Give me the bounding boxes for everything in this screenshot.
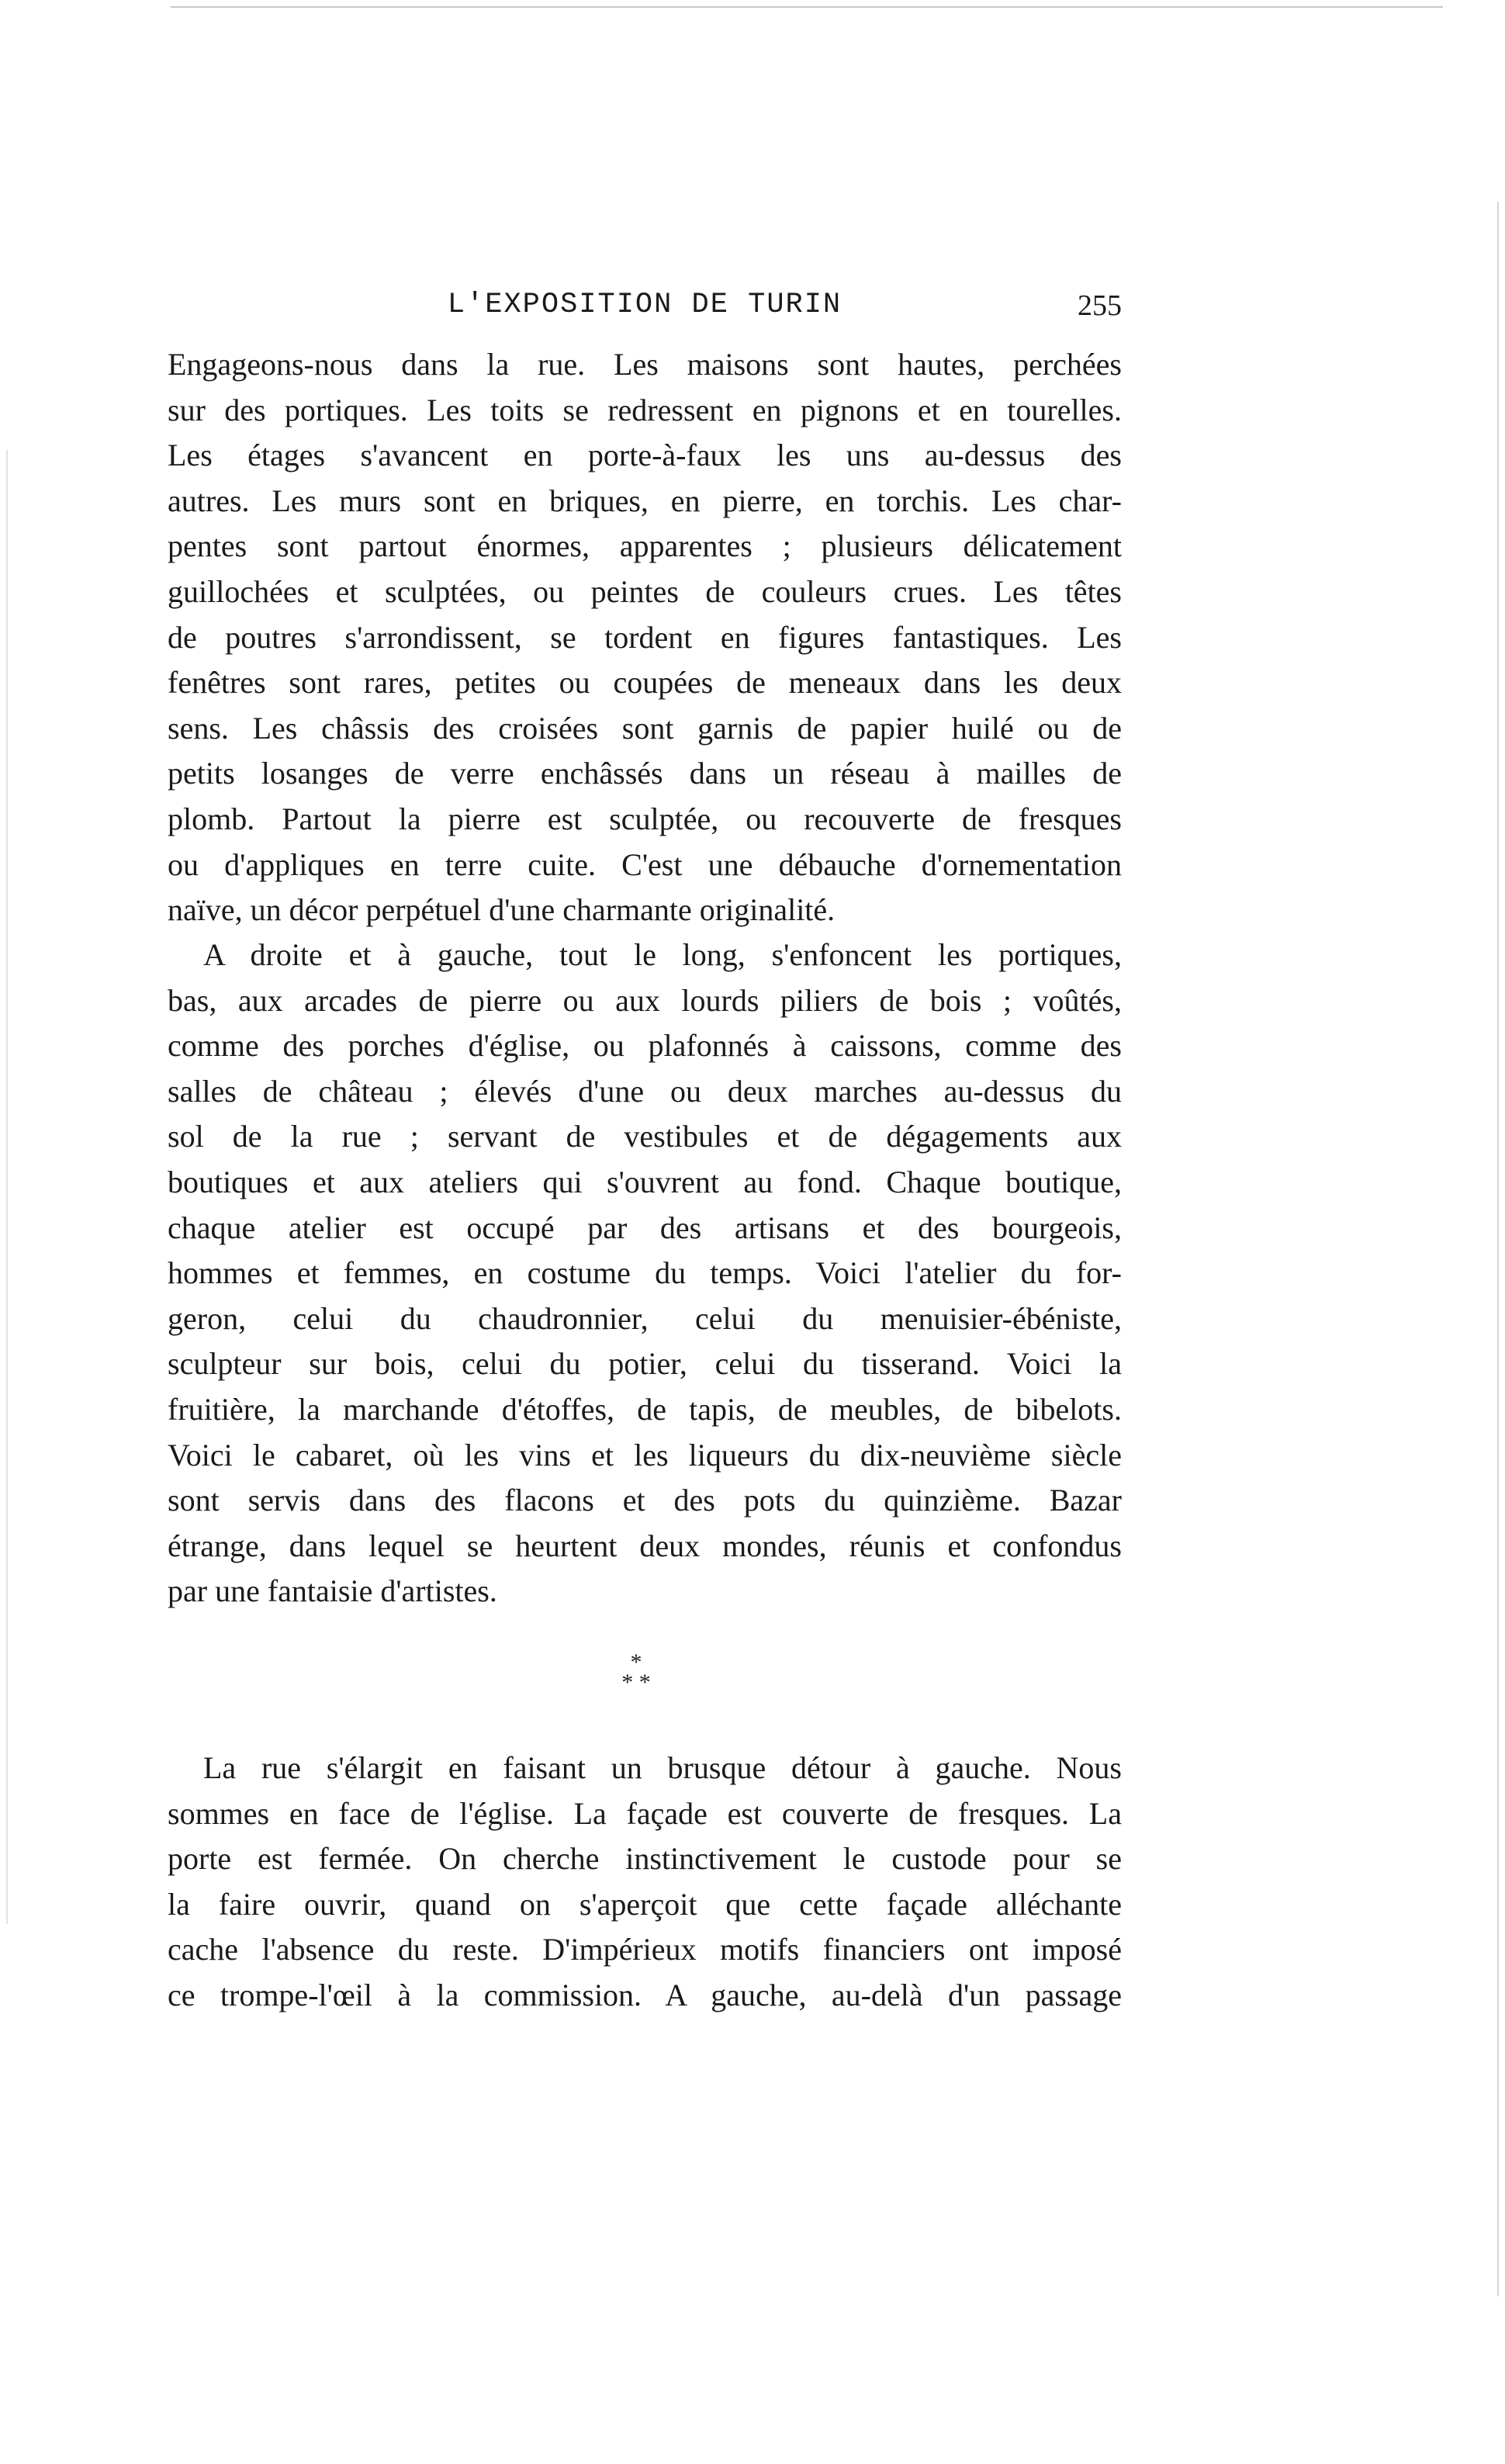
scan-edge-right — [1497, 202, 1499, 2296]
text-line: étrange, dans lequel se heurtent deux mondes, réunis et confondus — [168, 1528, 1122, 1563]
scan-edge-top — [171, 6, 1443, 8]
text-line: A droite et à gauche, tout le long, s'enfoncent les portiques, — [203, 937, 1122, 972]
text-line: sens. Les châssis des croisées sont garnis de papier huilé ou de — [168, 710, 1122, 746]
text-line: la faire ouvrir, quand on s'aperçoit que cette façade alléchante — [168, 1886, 1122, 1922]
asterism-bottom: * * — [621, 1670, 651, 1695]
text-line: sol de la rue ; servant de vestibules et de dégagements aux — [168, 1119, 1122, 1154]
text-line: ou d'appliques en terre cuite. C'est une débauche d'ornementation — [168, 846, 1122, 882]
text-line: La rue s'élargit en faisant un brusque détour à gauche. Nous — [203, 1750, 1122, 1785]
text-line: bas, aux arcades de pierre ou aux lourds piliers de bois ; voûtés, — [168, 982, 1122, 1018]
text-line: sculpteur sur bois, celui du potier, celui du tisserand. Voici la — [168, 1346, 1122, 1382]
text-line: hommes et femmes, en costume du temps. Voici l'atelier du for- — [168, 1255, 1122, 1291]
scan-edge-left — [6, 450, 8, 1924]
page-number: 255 — [1078, 289, 1122, 322]
paragraph-3 — [168, 1746, 1122, 2019]
running-header — [168, 289, 1122, 327]
text-line: chaque atelier est occupé par des artisans et des bourgeois, — [168, 1210, 1122, 1245]
text-line: cache l'absence du reste. D'impérieux motifs financiers ont imposé — [168, 1932, 1122, 1967]
paragraph-2 — [168, 933, 1122, 1614]
text-line: boutiques et aux ateliers qui s'ouvrent au fond. Chaque boutique, — [168, 1164, 1122, 1199]
text-line: sommes en face de l'église. La façade est couverte de fresques. La — [168, 1795, 1122, 1831]
text-line: porte est fermée. On cherche instinctivement le custode pour se — [168, 1841, 1122, 1877]
paragraph-1 — [168, 342, 1122, 933]
text-line: sont servis dans des flacons et des pots du quinzième. Bazar — [168, 1483, 1122, 1518]
text-line: Engageons-nous dans la rue. Les maisons sont hautes, perchées — [168, 347, 1122, 382]
section-separator — [0, 1649, 1272, 1695]
text-line: autres. Les murs sont en briques, en pierre, en torchis. Les char- — [168, 483, 1122, 518]
text-line: Voici le cabaret, où les vins et les liqueurs du dix-neuvième siècle — [168, 1437, 1122, 1473]
text-line: fenêtres sont rares, petites ou coupées de meneaux dans les deux — [168, 665, 1122, 701]
text-line: comme des porches d'église, ou plafonnés à caissons, comme des — [168, 1028, 1122, 1064]
text-line: de poutres s'arrondissent, se tordent en figures fantastiques. Les — [168, 619, 1122, 655]
asterism-top: * — [630, 1649, 642, 1675]
text-line: Les étages s'avancent en porte-à-faux les uns au-dessus des — [168, 438, 1122, 473]
text-line: plomb. Partout la pierre est sculptée, ou recouverte de fresques — [168, 801, 1122, 836]
text-line: naïve, un décor perpétuel d'une charmante originalité. — [168, 892, 836, 928]
text-line: geron, celui du chaudronnier, celui du menuisier-ébéniste, — [168, 1300, 1122, 1336]
text-line: par une fantaisie d'artistes. — [168, 1573, 497, 1609]
text-line: fruitière, la marchande d'étoffes, de tapis, de meubles, de bibelots. — [168, 1391, 1122, 1427]
text-line: sur des portiques. Les toits se redressent en pignons et en tourelles. — [168, 392, 1122, 427]
text-line: ce trompe-l'œil à la commission. A gauche, au-delà d'un passage — [168, 1977, 1122, 2012]
text-line: petits losanges de verre enchâssés dans un réseau à mailles de — [168, 756, 1122, 791]
text-line: salles de château ; élevés d'une ou deux marches au-dessus du — [168, 1073, 1122, 1109]
text-line: guillochées et sculptées, ou peintes de couleurs crues. Les têtes — [168, 573, 1122, 609]
running-title: L'EXPOSITION DE TURIN — [447, 289, 842, 321]
text-line: pentes sont partout énormes, apparentes ; plusieurs délicatement — [168, 528, 1122, 564]
